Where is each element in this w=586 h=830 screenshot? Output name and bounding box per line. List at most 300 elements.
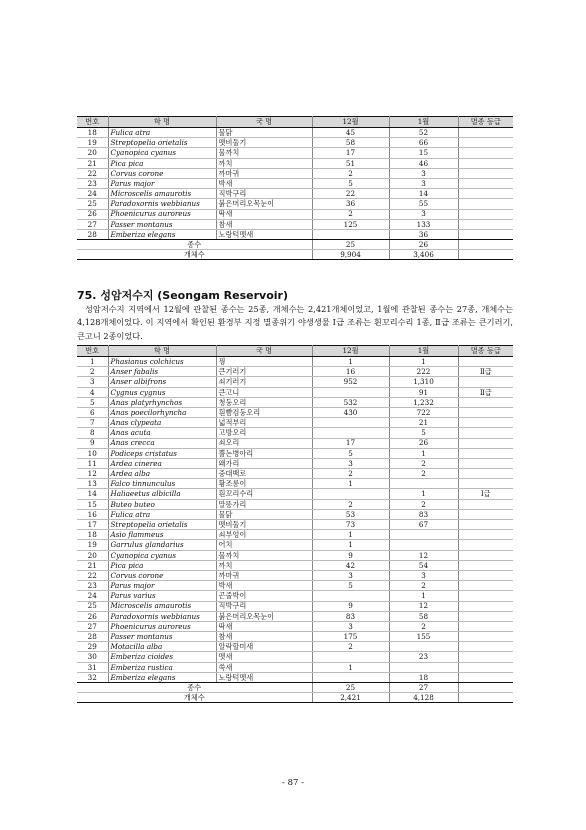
- korean-name: 꿩: [216, 357, 312, 367]
- header-number: 번호: [77, 117, 108, 128]
- empty-cell: [458, 693, 513, 703]
- january-count: 1,310: [389, 377, 458, 387]
- scientific-name: Parus major: [108, 178, 216, 188]
- december-count: 3: [312, 621, 389, 631]
- header-korean-name: 국 명: [216, 346, 312, 357]
- endangered-grade: [458, 550, 513, 560]
- december-count: 2: [312, 499, 389, 509]
- december-count: 175: [312, 632, 389, 642]
- row-number: 23: [77, 178, 108, 188]
- row-number: 12: [77, 469, 108, 479]
- scientific-name: Cyanopica cyanus: [108, 148, 216, 158]
- row-number: 3: [77, 377, 108, 387]
- table-header-row: [77, 346, 513, 357]
- endangered-grade: [458, 407, 513, 417]
- row-number: 18: [77, 530, 108, 540]
- korean-name: 알락할미새: [216, 642, 312, 652]
- row-number: 23: [77, 581, 108, 591]
- bird-count-table-continued: [77, 116, 513, 260]
- table-row: [77, 148, 513, 158]
- korean-name: 참새: [216, 632, 312, 642]
- korean-name: 멧비둘기: [216, 520, 312, 530]
- endangered-grade: [458, 178, 513, 188]
- december-count: 1: [312, 530, 389, 540]
- january-count: [389, 662, 458, 672]
- january-count: 15: [389, 148, 458, 158]
- endangered-grade: [458, 560, 513, 570]
- scientific-name: Paradoxornis webbianus: [108, 199, 216, 209]
- row-number: 1: [77, 357, 108, 367]
- january-count: 1,232: [389, 397, 458, 407]
- section-title: 75. 성암저수지 (Seongam Reservoir): [77, 289, 288, 302]
- row-number: 22: [77, 168, 108, 178]
- row-number: 15: [77, 499, 108, 509]
- scientific-name: Anas poecilorhyncha: [108, 407, 216, 417]
- january-count: 67: [389, 520, 458, 530]
- table-row: [77, 158, 513, 168]
- row-number: 19: [77, 138, 108, 148]
- korean-name: 큰기러기: [216, 367, 312, 377]
- scientific-name: Ardea alba: [108, 469, 216, 479]
- korean-name: 뿔논병아리: [216, 448, 312, 458]
- individuals-total-january: 4,128: [389, 693, 458, 703]
- january-count: 14: [389, 189, 458, 199]
- endangered-grade: [458, 672, 513, 682]
- scientific-name: Streptopelia orietalis: [108, 520, 216, 530]
- endangered-grade: [458, 448, 513, 458]
- december-count: 5: [312, 448, 389, 458]
- row-number: 9: [77, 438, 108, 448]
- january-count: 55: [389, 199, 458, 209]
- endangered-grade: [458, 128, 513, 138]
- seongam-bird-count-table: [77, 345, 513, 703]
- row-number: 7: [77, 418, 108, 428]
- scientific-name: Emberiza elegans: [108, 672, 216, 682]
- korean-name: 흰꼬리수리: [216, 489, 312, 499]
- january-count: 3: [389, 178, 458, 188]
- table-row: [77, 469, 513, 479]
- row-number: 24: [77, 591, 108, 601]
- table-row: [77, 611, 513, 621]
- row-number: 21: [77, 560, 108, 570]
- page-number: - 87 -: [282, 778, 304, 788]
- row-number: 14: [77, 489, 108, 499]
- endangered-grade: [458, 438, 513, 448]
- december-count: 3: [312, 570, 389, 580]
- scientific-name: Streptopelia orietalis: [108, 138, 216, 148]
- row-number: 25: [77, 601, 108, 611]
- december-count: 2: [312, 168, 389, 178]
- table-row: [77, 219, 513, 229]
- scientific-name: Emberiza cioides: [108, 652, 216, 662]
- endangered-grade: [458, 138, 513, 148]
- header-december: 12월: [312, 117, 389, 128]
- individuals-total-label: 개체수: [77, 250, 312, 260]
- december-count: 2: [312, 209, 389, 219]
- january-count: 2: [389, 499, 458, 509]
- table-row: [77, 199, 513, 209]
- january-count: 52: [389, 128, 458, 138]
- endangered-grade: [458, 632, 513, 642]
- header-endangered-grade: 멸종 등급: [458, 117, 513, 128]
- row-number: 11: [77, 458, 108, 468]
- scientific-name: Microscelis amaurotis: [108, 189, 216, 199]
- table-row: [77, 499, 513, 509]
- scientific-name: Motacilla alba: [108, 642, 216, 652]
- species-total-label: 종수: [77, 683, 312, 693]
- january-count: 2: [389, 458, 458, 468]
- december-count: 2: [312, 642, 389, 652]
- korean-name: 까마귀: [216, 570, 312, 580]
- table-row: [77, 550, 513, 560]
- january-count: 3: [389, 168, 458, 178]
- december-count: 532: [312, 397, 389, 407]
- january-count: 91: [389, 387, 458, 397]
- korean-name: 쇠기러기: [216, 377, 312, 387]
- row-number: 8: [77, 428, 108, 438]
- table-body: [77, 357, 513, 683]
- scientific-name: Fulica atra: [108, 509, 216, 519]
- endangered-grade: [458, 397, 513, 407]
- scientific-name: Parus varius: [108, 591, 216, 601]
- december-count: 3: [312, 458, 389, 468]
- january-count: 3: [389, 570, 458, 580]
- january-count: 722: [389, 407, 458, 417]
- korean-name: 노랑턱멧새: [216, 672, 312, 682]
- table-row: [77, 357, 513, 367]
- species-total-january: 26: [389, 240, 458, 250]
- korean-name: 청둥오리: [216, 397, 312, 407]
- korean-name: 넓적부리: [216, 418, 312, 428]
- korean-name: 참새: [216, 219, 312, 229]
- header-january: 1월: [389, 346, 458, 357]
- table-row: [77, 591, 513, 601]
- december-count: [312, 672, 389, 682]
- header-december: 12월: [312, 346, 389, 357]
- january-count: 58: [389, 611, 458, 621]
- korean-name: 중대백로: [216, 469, 312, 479]
- table-row: [77, 632, 513, 642]
- empty-cell: [458, 683, 513, 693]
- january-count: 21: [389, 418, 458, 428]
- korean-name: 노랑턱멧새: [216, 229, 312, 239]
- scientific-name: Pica pica: [108, 560, 216, 570]
- endangered-grade: [458, 357, 513, 367]
- species-total-row: [77, 240, 513, 250]
- empty-cell: [458, 250, 513, 260]
- table-row: [77, 570, 513, 580]
- table-row: [77, 377, 513, 387]
- table-row: [77, 489, 513, 499]
- endangered-grade: [458, 229, 513, 239]
- endangered-grade: [458, 581, 513, 591]
- species-total-january: 27: [389, 683, 458, 693]
- individuals-total-december: 2,421: [312, 693, 389, 703]
- korean-name: 말똥가리: [216, 499, 312, 509]
- korean-name: 박새: [216, 581, 312, 591]
- row-number: 32: [77, 672, 108, 682]
- table-row: [77, 621, 513, 631]
- scientific-name: Paradoxornis webbianus: [108, 611, 216, 621]
- korean-name: 황조롱이: [216, 479, 312, 489]
- january-count: 1: [389, 448, 458, 458]
- table-row: [77, 418, 513, 428]
- december-count: 1: [312, 540, 389, 550]
- species-total-december: 25: [312, 683, 389, 693]
- individuals-total-row: [77, 250, 513, 260]
- table-row: [77, 178, 513, 188]
- header-endangered-grade: 멸종 등급: [458, 346, 513, 357]
- december-count: 1: [312, 479, 389, 489]
- korean-name: 물닭: [216, 509, 312, 519]
- table-row: [77, 367, 513, 377]
- december-count: [312, 428, 389, 438]
- january-count: 46: [389, 158, 458, 168]
- scientific-name: Anser fabalis: [108, 367, 216, 377]
- endangered-grade: [458, 469, 513, 479]
- scientific-name: Anas crecca: [108, 438, 216, 448]
- korean-name: 딱새: [216, 621, 312, 631]
- january-count: 5: [389, 428, 458, 438]
- row-number: 13: [77, 479, 108, 489]
- table-row: [77, 407, 513, 417]
- december-count: 1: [312, 662, 389, 672]
- scientific-name: Falco tinnunculus: [108, 479, 216, 489]
- december-count: 22: [312, 189, 389, 199]
- table-row: [77, 601, 513, 611]
- endangered-grade: Ⅱ급: [458, 387, 513, 397]
- scientific-name: Corvus corone: [108, 570, 216, 580]
- scientific-name: Ardea cinerea: [108, 458, 216, 468]
- january-count: [389, 540, 458, 550]
- december-count: 125: [312, 219, 389, 229]
- korean-name: 까치: [216, 158, 312, 168]
- header-korean-name: 국 명: [216, 117, 312, 128]
- january-count: 3: [389, 209, 458, 219]
- december-count: 2: [312, 469, 389, 479]
- species-total-december: 25: [312, 240, 389, 250]
- species-total-label: 종수: [77, 240, 312, 250]
- scientific-name: Anas acuta: [108, 428, 216, 438]
- scientific-name: Haliaeetus albicilla: [108, 489, 216, 499]
- row-number: 26: [77, 611, 108, 621]
- table-row: [77, 168, 513, 178]
- endangered-grade: [458, 540, 513, 550]
- korean-name: 쇠오리: [216, 438, 312, 448]
- endangered-grade: Ⅰ급: [458, 489, 513, 499]
- scientific-name: Phoenicurus auroreus: [108, 209, 216, 219]
- scientific-name: Buteo buteo: [108, 499, 216, 509]
- endangered-grade: [458, 520, 513, 530]
- scientific-name: Emberiza rustica: [108, 662, 216, 672]
- scientific-name: Passer montanus: [108, 219, 216, 229]
- table-row: [77, 662, 513, 672]
- table-row: [77, 387, 513, 397]
- endangered-grade: [458, 168, 513, 178]
- endangered-grade: [458, 418, 513, 428]
- january-count: 66: [389, 138, 458, 148]
- scientific-name: Corvus corone: [108, 168, 216, 178]
- row-number: 28: [77, 632, 108, 642]
- endangered-grade: [458, 601, 513, 611]
- row-number: 31: [77, 662, 108, 672]
- row-number: 19: [77, 540, 108, 550]
- header-scientific-name: 학 명: [108, 346, 216, 357]
- row-number: 28: [77, 229, 108, 239]
- january-count: 26: [389, 438, 458, 448]
- scientific-name: Emberiza elegans: [108, 229, 216, 239]
- december-count: 16: [312, 367, 389, 377]
- endangered-grade: [458, 509, 513, 519]
- table-body: [77, 128, 513, 240]
- endangered-grade: [458, 642, 513, 652]
- row-number: 6: [77, 407, 108, 417]
- scientific-name: Parus major: [108, 581, 216, 591]
- january-count: 54: [389, 560, 458, 570]
- table-row: [77, 479, 513, 489]
- korean-name: 멧새: [216, 652, 312, 662]
- january-count: 12: [389, 550, 458, 560]
- korean-name: 왜가리: [216, 458, 312, 468]
- korean-name: 물까치: [216, 550, 312, 560]
- december-count: [312, 591, 389, 601]
- endangered-grade: [458, 428, 513, 438]
- december-count: 53: [312, 509, 389, 519]
- endangered-grade: [458, 570, 513, 580]
- table-row: [77, 448, 513, 458]
- row-number: 24: [77, 189, 108, 199]
- korean-name: 큰고니: [216, 387, 312, 397]
- scientific-name: Pica pica: [108, 158, 216, 168]
- january-count: 133: [389, 219, 458, 229]
- endangered-grade: [458, 158, 513, 168]
- individuals-total-label: 개체수: [77, 693, 312, 703]
- december-count: 36: [312, 199, 389, 209]
- row-number: 21: [77, 158, 108, 168]
- row-number: 29: [77, 642, 108, 652]
- december-count: 73: [312, 520, 389, 530]
- row-number: 27: [77, 219, 108, 229]
- korean-name: 딱새: [216, 209, 312, 219]
- table-row: [77, 397, 513, 407]
- korean-name: 까마귀: [216, 168, 312, 178]
- scientific-name: Asio flammeus: [108, 530, 216, 540]
- table-row: [77, 581, 513, 591]
- january-count: 2: [389, 621, 458, 631]
- january-count: 155: [389, 632, 458, 642]
- korean-name: 멧비둘기: [216, 138, 312, 148]
- scientific-name: Anser albifrons: [108, 377, 216, 387]
- december-count: 1: [312, 357, 389, 367]
- scientific-name: Anas clypeata: [108, 418, 216, 428]
- table-header-row: [77, 117, 513, 128]
- row-number: 22: [77, 570, 108, 580]
- section-paragraph: 성암저수지 지역에서 12월에 관찰된 종수는 25종, 개체수는 2,421개체이었고, 1월에 관찰된 종수는 27종, 개체수는 4,128개체이었다. 이 지역에서 확인된 환경부 지정 멸종위기 야생생물 Ⅰ급 조류는 흰꼬리수리 1종, Ⅱ급 조류는 큰기러기, 큰고니 2종이었다.: [77, 304, 513, 341]
- december-count: [312, 387, 389, 397]
- row-number: 25: [77, 199, 108, 209]
- row-number: 27: [77, 621, 108, 631]
- individuals-total-january: 3,406: [389, 250, 458, 260]
- endangered-grade: [458, 662, 513, 672]
- january-count: [389, 642, 458, 652]
- endangered-grade: [458, 621, 513, 631]
- row-number: 18: [77, 128, 108, 138]
- scientific-name: Podiceps cristatus: [108, 448, 216, 458]
- korean-name: 붉은머리오목눈이: [216, 611, 312, 621]
- endangered-grade: [458, 199, 513, 209]
- scientific-name: Garrulus glandarius: [108, 540, 216, 550]
- species-total-row: [77, 683, 513, 693]
- scientific-name: Anas platyrhynchos: [108, 397, 216, 407]
- table-row: [77, 229, 513, 239]
- table-row: [77, 540, 513, 550]
- korean-name: 고방오리: [216, 428, 312, 438]
- endangered-grade: [458, 189, 513, 199]
- korean-name: 물까치: [216, 148, 312, 158]
- row-number: 4: [77, 387, 108, 397]
- table-row: [77, 530, 513, 540]
- december-count: 430: [312, 407, 389, 417]
- endangered-grade: [458, 530, 513, 540]
- korean-name: 흰뺨검둥오리: [216, 407, 312, 417]
- january-count: 1: [389, 591, 458, 601]
- header-number: 번호: [77, 346, 108, 357]
- row-number: 16: [77, 509, 108, 519]
- korean-name: 어치: [216, 540, 312, 550]
- december-count: 5: [312, 178, 389, 188]
- december-count: 952: [312, 377, 389, 387]
- korean-name: 쇠부엉이: [216, 530, 312, 540]
- row-number: 26: [77, 209, 108, 219]
- table-row: [77, 458, 513, 468]
- december-count: [312, 652, 389, 662]
- table-row: [77, 520, 513, 530]
- endangered-grade: [458, 591, 513, 601]
- table-row: [77, 642, 513, 652]
- endangered-grade: [458, 611, 513, 621]
- row-number: 20: [77, 550, 108, 560]
- korean-name: 박새: [216, 178, 312, 188]
- korean-name: 직박구리: [216, 601, 312, 611]
- scientific-name: Passer montanus: [108, 632, 216, 642]
- row-number: 5: [77, 397, 108, 407]
- row-number: 20: [77, 148, 108, 158]
- row-number: 10: [77, 448, 108, 458]
- endangered-grade: [458, 148, 513, 158]
- scientific-name: Fulica atra: [108, 128, 216, 138]
- january-count: 1: [389, 357, 458, 367]
- row-number: 2: [77, 367, 108, 377]
- january-count: 222: [389, 367, 458, 377]
- december-count: 5: [312, 581, 389, 591]
- table-row: [77, 652, 513, 662]
- january-count: 1: [389, 489, 458, 499]
- endangered-grade: [458, 219, 513, 229]
- table-row: [77, 428, 513, 438]
- january-count: 12: [389, 601, 458, 611]
- december-count: 51: [312, 158, 389, 168]
- scientific-name: Phoenicurus auroreus: [108, 621, 216, 631]
- endangered-grade: [458, 458, 513, 468]
- endangered-grade: [458, 652, 513, 662]
- table-row: [77, 438, 513, 448]
- table-row: [77, 128, 513, 138]
- scientific-name: Cyanopica cyanus: [108, 550, 216, 560]
- table-row: [77, 672, 513, 682]
- january-count: [389, 479, 458, 489]
- january-count: 36: [389, 229, 458, 239]
- january-count: 2: [389, 469, 458, 479]
